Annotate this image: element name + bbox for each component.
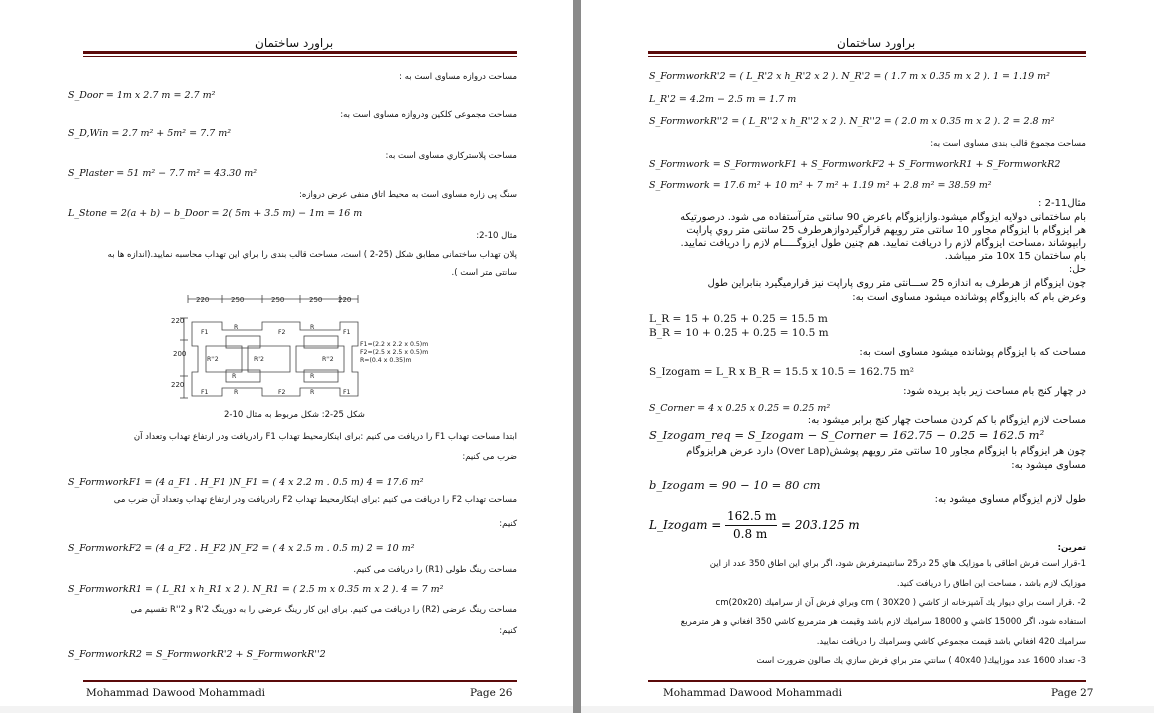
text-line: کنیم: [499, 519, 517, 529]
label-f1: F1 [343, 389, 351, 396]
label-r: R [234, 389, 239, 396]
equation: B_R = 10 + 0.25 + 0.25 = 10.5 m [649, 327, 829, 339]
equation: S_D,Win = 2.7 m² + 5m² = 7.7 m² [68, 128, 232, 139]
label-r: R [310, 324, 315, 331]
legend-f2: F2=(2.5 x 2.5 x 0.5)m [360, 349, 429, 356]
dim-left-bot: 220 [171, 381, 185, 389]
label-r2-dd: R''2 [322, 356, 334, 363]
text-line: مساحت رینگ عرضی (R2) را دریافت می کنیم. برای این کار رینگ عرضی را به دورینگ R'2 و R''2 تقسیم می [130, 605, 517, 615]
text-line: کنیم: [499, 626, 517, 636]
equation: S_FormworkF1 = (4 a_F1 . H_F1 )N_F1 = ( 4 x 2.2 m . 0.5 m) 4 = 17.6 m² [68, 477, 424, 488]
footer-page-number-right: Page 27 [1051, 687, 1094, 699]
equation: L_Stone = 2(a + b) − b_Door = 2( 5m + 3.5 m) − 1m = 16 m [68, 208, 363, 219]
footer-page-number-left: Page 26 [470, 687, 513, 699]
label-f1: F1 [201, 329, 209, 336]
header-title-left: براورد ساختمان [255, 36, 334, 50]
text-line: رابپوشاند ،مساحت ایزوگام لازم را دریافت نمایید. هم چنین طول ایزوگـــــام لازم را دریافت نمایید. [680, 238, 1086, 249]
text-line: موزایک لازم باشد ، مساحت این اطاق را دریافت کنید. [896, 579, 1086, 589]
label-r: R [310, 389, 315, 396]
footer-rule-left [83, 680, 517, 682]
equation: S_FormworkR''2 = ( L_R''2 x h_R''2 x 2 ). N_R''2 = ( 2.0 m x 0.35 m x 2 ). 2 = 2.8 m² [649, 116, 1055, 127]
text-line: چون هر ایزوگام با ایزوگام مجاور 10 سانتی متر رویهم پوشش(Over Lap) دارد عرض هرایزوگام [686, 446, 1086, 457]
left-page [0, 0, 573, 713]
header-rule-right-thin [648, 56, 1086, 57]
next-page-strip [581, 706, 1154, 713]
text-line: بام ساختمانی دولایه ایزوگام میشود.وازایزوگام باعرض 90 سانتی مترآستفاده می شود. درصورتیکه [680, 212, 1086, 223]
text-line: سانتی متر است ). [451, 268, 517, 278]
header-rule-left [83, 51, 517, 54]
text-line: ابتدا مساحت تهداب F1 را دریافت می کنیم :برای اینکارمحیط تهداب F1 رادریافت ودر ارتفاع تهداب وتعداد آن [133, 432, 517, 442]
fraction-bar [725, 525, 777, 526]
text-line: مساحت مجموع قالب بندی مساوی است به: [930, 139, 1086, 149]
label-r2-dd: R''2 [207, 356, 219, 363]
text-line: 3- تعداد 1600 عدد موزاييك( 40x40 ) سانتي متر براي فرش سازي يك صالون ضرورت است [756, 656, 1086, 666]
text-line: سراميك 420 افغاني باشد قيمت مجموعي كاشي وسراميك را دريافت نماييد. [816, 637, 1086, 647]
header-rule-right [648, 51, 1086, 54]
dim-top-4: 250 [309, 296, 323, 304]
fraction-numerator: 162.5 m [727, 509, 777, 523]
footer-author-left: Mohammad Dawood Mohammadi [86, 687, 266, 699]
text-line: مساحت لازم ایزوگام با کم کردن مساحت چهار کنج برابر میشود به: [807, 415, 1086, 426]
label-f2: F2 [278, 389, 286, 396]
example-heading: مثال 10-2: [476, 231, 517, 241]
dim-top-1: 220 [196, 296, 210, 304]
footer-rule-right [648, 680, 1086, 682]
dim-left-top: 220 [171, 317, 185, 325]
text-line: ضرب می کنیم: [462, 452, 517, 462]
next-page-strip [0, 706, 573, 713]
text-line: هر ایزوگام با ایزوگام مجاور 10 سانتی متر رویهم قرارگیردوازهرطرف 25 سانتی متر روي پاراپت [686, 225, 1086, 236]
label-r: R [234, 324, 239, 331]
example-heading: مثال11-2 : [1038, 198, 1086, 209]
text-line: وعرض بام که باایزوگام پوشانده میشود مساوی است به: [852, 292, 1086, 303]
text-line: مساحت پلاستركاري مساوی است به: [385, 151, 517, 161]
text-line: مساحت مجموعی کلکین ودروازه مساوی است به: [340, 110, 517, 120]
equation: b_Izogam = 90 − 10 = 80 cm [649, 478, 821, 492]
equation-lhs: L_Izogam = [649, 518, 722, 532]
exercise-heading: تمرين: [1057, 543, 1086, 553]
text-line: بام ساختمان 10x 15 متر میباشد. [944, 251, 1086, 262]
equation: S_FormworkF2 = (4 a_F2 . H_F2 )N_F2 = ( 4 x 2.5 m . 0.5 m) 2 = 10 m² [68, 543, 415, 554]
legend-r: R=(0.4 x 0.35)m [360, 357, 412, 364]
footer-author-right: Mohammad Dawood Mohammadi [663, 687, 843, 699]
fraction-denominator: 0.8 m [733, 527, 768, 541]
label-f1: F1 [343, 329, 351, 336]
page-gap [573, 0, 581, 713]
equation: S_FormworkR'2 = ( L_R'2 x h_R'2 x 2 ). N_R'2 = ( 1.7 m x 0.35 m x 2 ). 1 = 1.19 m² [649, 71, 1050, 82]
equation: S_FormworkR2 = S_FormworkR'2 + S_FormworkR''2 [68, 649, 326, 660]
equation: S_FormworkR1 = ( L_R1 x h_R1 x 2 ). N_R1 = ( 2.5 m x 0.35 m x 2 ). 4 = 7 m² [68, 584, 444, 595]
text-line: حل: [1068, 264, 1086, 275]
text-line: استفاده شود، اگر 15000 كاشي و 18000 سراميك لازم باشد وقيمت هر مترمربع كاشي 350 افغاني و هر مترمربع [680, 617, 1086, 627]
equation: S_Izogam_req = S_Izogam − S_Corner = 162.75 − 0.25 = 162.5 m² [649, 428, 1045, 442]
label-f1: F1 [201, 389, 209, 396]
figure-caption: شکل 25-2: شکل مربوط به مثال 10-2 [224, 410, 365, 420]
right-page [581, 0, 1154, 713]
header-title-right: براورد ساختمان [837, 36, 916, 50]
text-line: 1-قرار است فرش اطاقی با موزایک هاي 25 در25 سانتیمترفرش شود، اگر براي این اطاق 350 عدد از این [709, 559, 1086, 569]
text-line: طول لازم ایزوگام مساوی میشود به: [934, 494, 1086, 505]
header-rule-left-thin [83, 56, 517, 57]
equation: S_Door = 1m x 2.7 m = 2.7 m² [68, 90, 216, 101]
text-line: در چهار کنج بام مساحت زیر باید بریده شود: [903, 386, 1086, 397]
dim-top-2: 250 [231, 296, 245, 304]
label-f2: F2 [278, 329, 286, 336]
equation: S_Izogam = L_R x B_R = 15.5 x 10.5 = 162.75 m² [649, 366, 914, 378]
text-line: چون ایزوگام از هرطرف به اندازه 25 ســـانتی متر روی پاراپت نیز قرارمیگیرد بنابراین طول [707, 278, 1086, 289]
dim-top-3: 250 [271, 296, 285, 304]
equation: S_Formwork = S_FormworkF1 + S_FormworkF2 + S_FormworkR1 + S_FormworkR2 [649, 159, 1061, 170]
label-r: R [310, 373, 315, 380]
text-line: مساحت دروازه مساوی است به : [399, 72, 517, 82]
equation: S_Plaster = 51 m² − 7.7 m² = 43.30 m² [68, 168, 258, 179]
equation-rhs: = 203.125 m [781, 518, 860, 532]
equation: S_Corner = 4 x 0.25 x 0.25 = 0.25 m² [649, 403, 831, 414]
label-r2-d: R'2 [254, 356, 264, 363]
text-line: مساحت رینگ طولی (R1) را دریافت می کنیم. [353, 565, 517, 575]
text-line: سنگ پی زاره مساوی است به محیط اتاق منفی عرض دروازه: [299, 190, 517, 200]
text-line: مساحت که با ایزوگام پوشانده میشود مساوی است به: [859, 347, 1086, 358]
equation: S_Formwork = 17.6 m² + 10 m² + 7 m² + 1.19 m² + 2.8 m² = 38.59 m² [649, 180, 992, 191]
text-line: مساحت تهداب F2 را دریافت می کنیم :برای اینکارمحیط تهداب F2 رادریافت ودر ارتفاع تهداب وتعداد آن ضرب می [113, 495, 517, 505]
equation: L_R'2 = 4.2m − 2.5 m = 1.7 m [649, 94, 797, 105]
dim-left-mid: 200 [173, 350, 187, 358]
equation: L_R = 15 + 0.25 + 0.25 = 15.5 m [649, 313, 828, 325]
legend-f1: F1=(2.2 x 2.2 x 0.5)m [360, 341, 429, 348]
dim-top-5: 220 [338, 296, 352, 304]
label-r: R [232, 373, 237, 380]
text-line: 2- .قرار است براي دیوار یك آشپزخانه از كاشي cm ( 30X20 ) وبراي فرش آن از سراميك (20x20)cm [715, 598, 1086, 608]
text-line: پلان تهداب ساختمانی مطابق شکل (25-2 ) است، مساحت قالب بندی را براي این تهداب محاسبه نمایید.(اندازه ها به [107, 250, 517, 260]
text-line: مساوی میشود به: [1011, 460, 1086, 471]
